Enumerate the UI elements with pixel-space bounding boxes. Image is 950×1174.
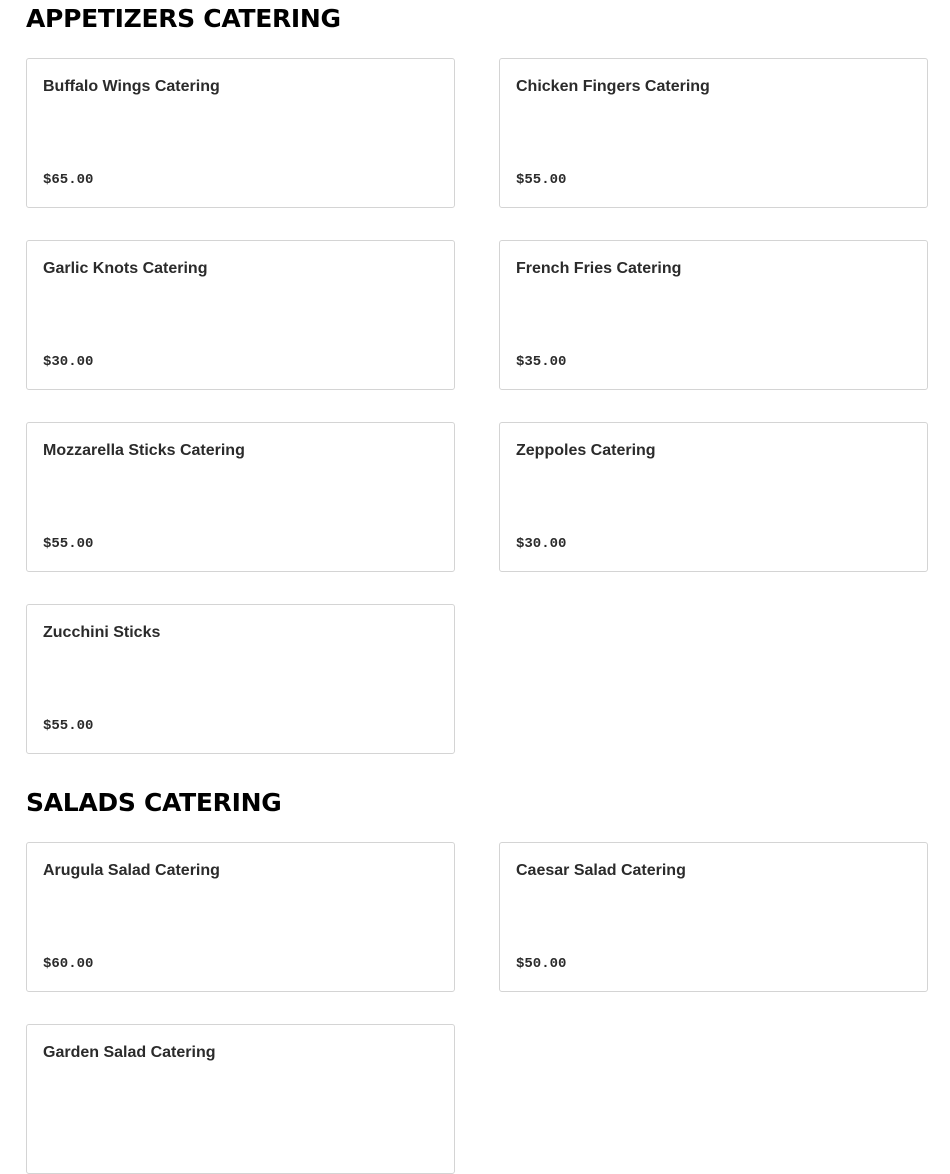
menu-item-name: Mozzarella Sticks Catering <box>43 442 245 459</box>
section-title-appetizers: APPETIZERS CATERING <box>26 4 341 33</box>
menu-item-price: $30.00 <box>516 536 567 552</box>
menu-item-name: Garden Salad Catering <box>43 1044 216 1061</box>
menu-item-price: $55.00 <box>43 536 94 552</box>
menu-item-name: Chicken Fingers Catering <box>516 78 710 95</box>
menu-item-card[interactable] <box>499 58 928 208</box>
menu-item-card[interactable] <box>26 604 455 754</box>
menu-item-name: Garlic Knots Catering <box>43 260 208 277</box>
menu-item-card[interactable] <box>499 422 928 572</box>
menu-grid-salads <box>26 842 928 1174</box>
menu-item-card[interactable] <box>26 422 455 572</box>
menu-item-card[interactable] <box>26 1024 455 1174</box>
section-title-salads: SALADS CATERING <box>26 788 282 817</box>
menu-item-price: $65.00 <box>43 172 94 188</box>
menu-item-card[interactable] <box>26 240 455 390</box>
menu-item-price: $30.00 <box>43 354 94 370</box>
menu-item-name: Caesar Salad Catering <box>516 862 686 879</box>
menu-item-card[interactable] <box>499 240 928 390</box>
menu-item-price: $60.00 <box>43 956 94 972</box>
menu-item-price: $35.00 <box>516 354 567 370</box>
menu-item-price: $55.00 <box>43 718 94 734</box>
menu-item-name: Buffalo Wings Catering <box>43 78 220 95</box>
menu-item-price: $55.00 <box>516 172 567 188</box>
menu-item-card[interactable] <box>26 58 455 208</box>
menu-item-name: Zucchini Sticks <box>43 624 161 641</box>
menu-item-price: $50.00 <box>516 956 567 972</box>
menu-grid-appetizers <box>26 58 928 754</box>
menu-item-name: French Fries Catering <box>516 260 682 277</box>
menu-item-name: Zeppoles Catering <box>516 442 656 459</box>
menu-item-card[interactable] <box>499 842 928 992</box>
menu-item-name: Arugula Salad Catering <box>43 862 220 879</box>
menu-item-card[interactable] <box>26 842 455 992</box>
